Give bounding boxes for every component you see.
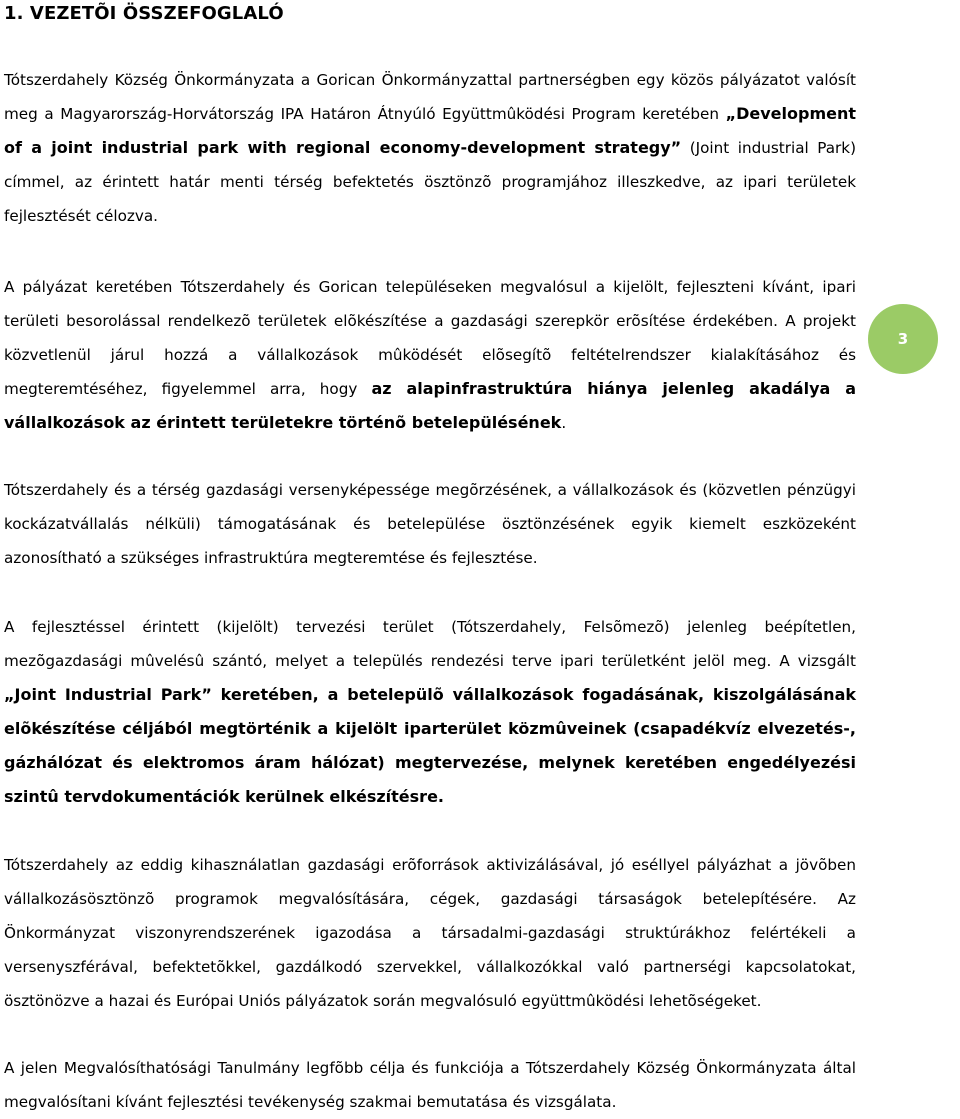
page-number: 3 (897, 330, 909, 348)
paragraph-competitiveness (4, 473, 856, 575)
paragraph-project-scope (4, 270, 856, 440)
paragraph-economic-resources (4, 848, 856, 1018)
paragraph-bold-text: az alapinfrastruktúra hiánya jelenleg akadálya a vállalkozások az érintett területekre történõ betelepülésének (4, 379, 856, 432)
paragraph-text: Tótszerdahely és a térség gazdasági versenyképessége megõrzésének, a vállalkozások és (közvetlen pénzügyi kockázatvállalás nélküli) támogatásának és betelepülése ösztönzésének egyik kiemelt eszközeként azonosítható a szükséges infrastruktúra megteremtése és fejlesztése. (4, 481, 856, 567)
paragraph-text: Tótszerdahely az eddig kihasználatlan gazdasági erõforrások aktivizálásával, jó eséllyel pályázhat a jövõben vállalkozásösztönzõ programok megvalósítására, cégek, gazdasági társaságok betelepítésére. Az Önkormányzat viszonyrendszerének igazodása a társadalmi-gazdasági struktúrákhoz felértékeli a versenyszférával, befektetõkkel, gazdálkodó szervekkel, vállalkozókkal való partnerségi kapcsolatokat, ösztönözve a hazai és Európai Uniós pályázatok során megvalósuló együttmûködési lehetõségeket. (4, 856, 856, 1010)
paragraph-bold-text: „Development of a joint industrial park with regional economy-development strategy” (4, 104, 856, 157)
paragraph-text: . (561, 414, 567, 432)
paragraph-bold-text: „Joint Industrial Park” keretében, a betelepülõ vállalkozások fogadásának, kiszolgálásának elõkészítése céljából megtörténik a kijelölt iparterület közmûveinek (csapadékvíz elvezetés-, gázhálózat és elektromos áram hálózat) megtervezése, melynek keretében engedélyezési szintû tervdokumentációk kerülnek elkészítésre. (4, 685, 856, 806)
paragraph-development-area (4, 610, 856, 814)
paragraph-text: A jelen Megvalósíthatósági Tanulmány legfõbb célja és funkciója a Tótszerdahely Község Önkormányzata által megvalósítani kívánt fejlesztési tevékenység szakmai bemutatása és vizsgálata. (4, 1059, 856, 1111)
page-number-badge (868, 304, 938, 374)
paragraph-project-intro (4, 63, 856, 233)
paragraph-text: A pályázat keretében Tótszerdahely és Gorican településeken megvalósul a kijelölt, fejleszteni kívánt, ipari területi besorolással rendelkezõ területek elõkészítése a gazdasági szerepkör erõsítése érdekében. A projekt közvetlenül járul hozzá a vállalkozások mûködését elõsegítõ feltételrendszer kialakításához és megteremtéséhez, figyelemmel arra, hogy (4, 278, 856, 398)
paragraph-study-purpose (4, 1051, 856, 1119)
section-heading: 1. VEZETÕI ÖSSZEFOGLALÓ (4, 3, 284, 24)
paragraph-text: (Joint industrial Park) címmel, az érintett határ menti térség befektetés ösztönzõ programjához illeszkedve, az ipari területek fejlesztését célozva. (4, 139, 857, 225)
paragraph-text: A fejlesztéssel érintett (kijelölt) tervezési terület (Tótszerdahely, Felsõmezõ) jelenleg beépítetlen, mezõgazdasági mûvelésû szántó, melyet a település rendezési terve ipari területként jelöl meg. A vizsgált (4, 618, 856, 670)
paragraph-text: Tótszerdahely Község Önkormányzata a Gorican Önkormányzattal partnerségben egy közös pályázatot valósít meg a Magyarország-Horvátország IPA Határon Átnyúló Együttmûködési Program keretében (4, 71, 856, 123)
